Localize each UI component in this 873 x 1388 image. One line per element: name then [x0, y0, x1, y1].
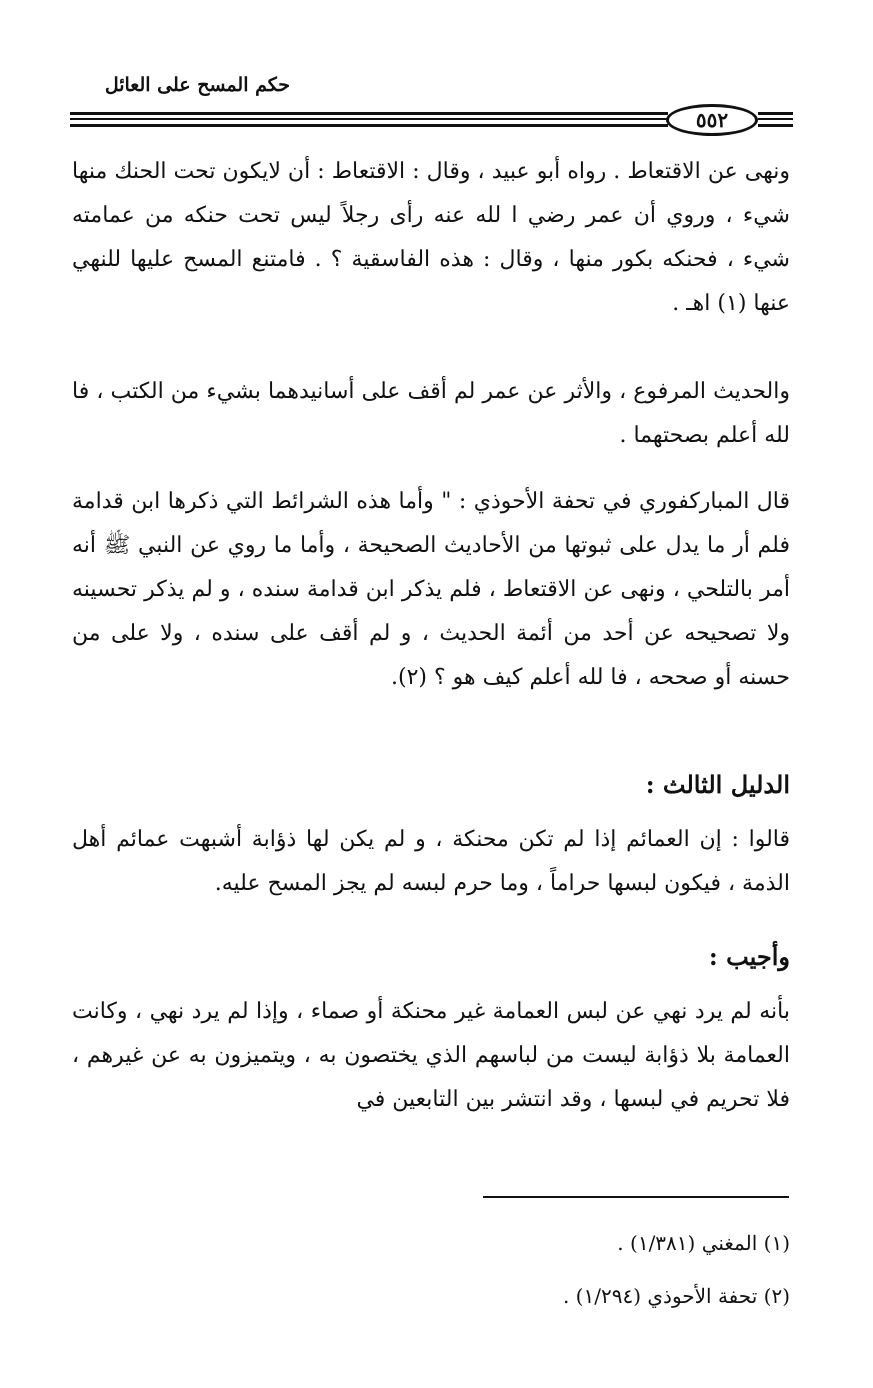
header-rule: [70, 112, 668, 115]
paragraph-text: قال المباركفوري في تحفة الأحوذي : " وأما هذه الشرائط التي ذكرها ابن قدامة فلم أر ما يدل على ثبوتها من الأحاديث الصحيحة ، وأما ما روي عن النبي ﷺ أنه أمر بالتلحي ، ونهى عن الاقتعاط ، فلم يذكر ابن قدامة سنده ، و لم يذكر تحسينه ولا تصحيحه عن أحد من أئمة الحديث ، و لم أقف على سنده ، ولا على من حسنه أو صححه ، فا لله أعلم كيف هو ؟ (٢).: [72, 489, 790, 690]
running-title: حكم المسح على العائل: [104, 74, 290, 96]
paragraph-text: ونهى عن الاقتعاط . رواه أبو عبيد ، وقال : الاقتعاط : أن لايكون تحت الحنك منها شيء ، وروي أن عمر رضي ا لله عنه رأى رجلاً ليس تحت حنكه من عمامته شيء ، فحنكه بكور منها ، وقال : هذه الفاسقية ؟ . فامتنع المسح عليها للنهي عنها (١) اهـ .: [72, 159, 790, 316]
paragraph-text: قالوا : إن العمائم إذا لم تكن محنكة ، و لم يكن لها ذؤابة أشبهت عمائم أهل الذمة ، فيكون لبسها حراماً ، وما حرم لبسه لم يجز المسح عليه.: [72, 827, 790, 896]
header-rule: [70, 124, 668, 127]
footnote-1: (١) المغني (١/٣٨١) .: [617, 1231, 790, 1255]
header-rule: [758, 112, 793, 115]
paragraph-5: [72, 990, 790, 1122]
paragraph-3: [72, 480, 790, 700]
paragraph-1: [72, 150, 790, 326]
header-rule: [758, 118, 793, 120]
header-rule: [70, 118, 668, 120]
paragraph-2: [72, 370, 790, 458]
page-number: ٥٥٢: [666, 104, 758, 136]
section-heading: وأجيب :: [708, 942, 790, 971]
footnote-2: (٢) تحفة الأحوذي (١/٢٩٤) .: [562, 1284, 790, 1308]
footnote-separator: [483, 1196, 789, 1198]
paragraph-text: والحديث المرفوع ، والأثر عن عمر لم أقف على أسانيدهما بشيء من الكتب ، فا لله أعلم بصحتهما .: [72, 379, 790, 448]
header-rule: [758, 124, 793, 127]
paragraph-4: [72, 818, 790, 906]
paragraph-text: بأنه لم يرد نهي عن لبس العمامة غير محنكة أو صماء ، وإذا لم يرد نهي ، وكانت العمامة بلا ذؤابة ليست من لباسهم الذي يختصون به ، ويتميزون به عن غيرهم ، فلا تحريم في لبسها ، وقد انتشر بين التابعين في: [72, 999, 790, 1112]
section-heading: الدليل الثالث :: [645, 770, 790, 799]
